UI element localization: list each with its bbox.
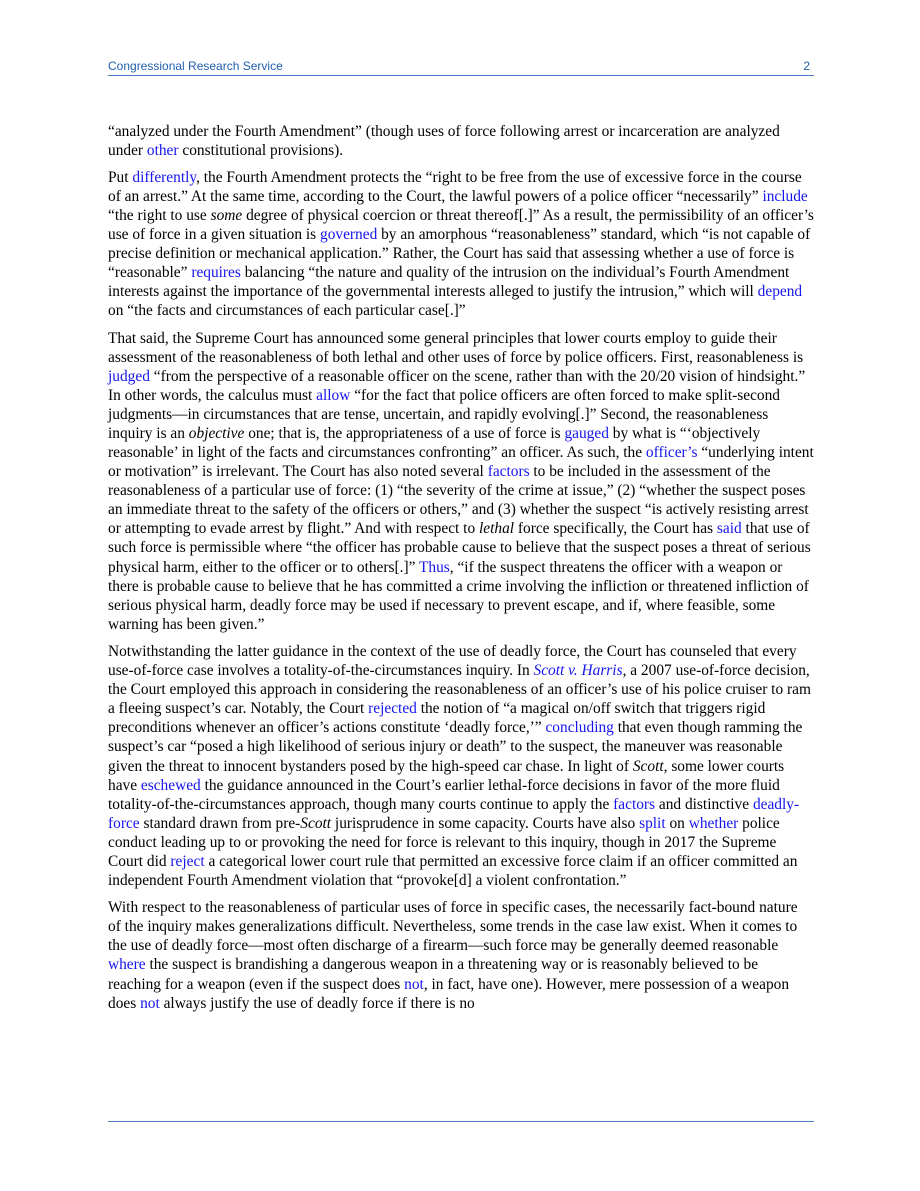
paragraph [108,329,814,634]
text-run: balancing “the nature and quality of the intrusion on the individual’s Fourth Amendment interests against the importance of the governmental interests alleged to justify the intrusion,” which will [108,264,790,301]
text-run: the notion of “a magical on/off switch that triggers rigid preconditions whenever an officer’s actions constitute ‘deadly force,’” [108,700,766,737]
text-run: on “the facts and circumstances of each particular case[.]” [108,302,466,320]
hyperlink[interactable]: requires [191,264,241,282]
text-run: , “if the suspect threatens the officer with a weapon or there is probable cause to believe that he has committed a crime involving the infliction or threatened infliction of serious physical harm, deadly force may be used if necessary to prevent escape, and if, where feasible, some warning has been given.” [108,558,809,633]
hyperlink[interactable]: factors [487,463,530,481]
hyperlink[interactable]: officer’s [645,444,698,462]
text-run: a categorical lower court rule that permitted an excessive force claim if an officer committed an independent Fourth Amendment violation that “provoke[d] a violent confrontation.” [108,852,798,889]
text-run: , a 2007 use-of-force decision, the Court employed this approach in considering the reasonableness of an officer’s use of his police cruiser to ram a fleeing suspect’s car. Notably, the Court [108,662,811,718]
text-run: some [210,207,243,225]
text-run: Put [108,169,133,187]
footer-rule [108,1121,814,1122]
text-run: “the right to use [108,207,211,225]
text-run: , some lower courts have [108,757,785,794]
text-run: constitutional provisions). [178,142,344,160]
text-run: degree of physical coercion or threat thereof[.]” As a result, the permissibility of an officer’s use of force in a given situation is [108,207,814,244]
hyperlink[interactable]: reject [170,852,205,870]
text-run: to be included in the assessment of the reasonableness of a particular use of force: (1) “the severity of the crime at issue,” (2) “whether the suspect poses an immediate threat to the safety of the officers or others,” and (3) whether the suspect “is actively resisting arrest or attempting to evade arrest by flight.” And with respect to [108,463,809,538]
hyperlink[interactable]: eschewed [140,776,201,794]
text-run: that even though ramming the suspect’s car “posed a high likelihood of serious injury or death” to the suspect, the maneuver was reasonable given the threat to innocent bystanders posed by the high-speed car chase. In light of [108,719,803,775]
text-run: on [665,814,689,832]
hyperlink[interactable]: whether [688,814,739,832]
hyperlink[interactable]: Thus [418,558,450,576]
text-run: the suspect is brandishing a dangerous weapon in a threatening way or is reasonably believed to be reaching for a weapon (even if the suspect does [108,956,759,993]
text-run: the guidance announced in the Court’s earlier lethal-force decisions in favor of the more fluid totality-of-the-circumstances approach, though many courts continue to apply the [108,776,780,813]
hyperlink[interactable]: said [716,520,742,538]
hyperlink[interactable]: judged [108,368,150,386]
hyperlink[interactable]: not [140,994,160,1012]
header-organization: Congressional Research Service [108,59,283,73]
running-header [108,58,814,76]
text-run: “underlying intent or motivation” is irrelevant. The Court has also noted several [108,444,814,481]
text-run: , in fact, have one). However, mere possession of a weapon does [108,975,790,1012]
text-run: objective [188,425,245,443]
hyperlink[interactable]: Scott v. Harris [533,662,623,680]
hyperlink[interactable]: other [146,142,179,160]
text-run: , the Fourth Amendment protects the “right to be free from the use of excessive force in the course of an arrest.” At the same time, according to the Court, the lawful powers of a police officer “necessarily” [108,169,802,206]
page-number: 2 [803,59,810,73]
text-run: police conduct leading up to or provoking the need for force is relevant to this inquiry, though in 2017 the Supreme Court did [108,814,780,870]
paragraph [108,642,814,890]
hyperlink[interactable]: deadly-force [108,795,800,832]
text-run: and distinctive [655,795,753,813]
hyperlink[interactable]: concluding [545,719,614,737]
hyperlink[interactable]: differently [132,169,197,187]
text-run: Scott [632,757,664,775]
text-run: That said, the Supreme Court has announced some general principles that lower courts employ to guide their assessment of the reasonableness of both lethal and other uses of force by police officers. First, reasonableness is [108,329,804,367]
hyperlink[interactable]: governed [320,226,378,244]
text-run: always justify the use of deadly force if there is no [159,994,475,1012]
hyperlink[interactable]: include [762,188,808,206]
text-run: jurisprudence in some capacity. Courts have also [331,814,640,832]
hyperlink[interactable]: allow [316,387,351,405]
hyperlink[interactable]: not [404,975,424,993]
text-run: one; that is, the appropriateness of a use of force is [244,425,565,443]
hyperlink[interactable]: gauged [564,425,609,443]
text-run: “for the fact that police officers are often forced to make split-second judgments—in circumstances that are tense, uncertain, and rapidly evolving[.]” Second, the reasonableness inquiry is an [108,387,780,443]
text-run: by what is “‘objectively reasonable’ in light of the facts and circumstances confronting” an officer. As such, the [108,425,761,462]
text-run: “analyzed under the Fourth Amendment” (though uses of force following arrest or incarceration are analyzed under [108,123,780,160]
body-text [108,122,814,1021]
text-run: lethal [478,520,515,538]
text-run: “from the perspective of a reasonable officer on the scene, rather than with the 20/20 vision of hindsight.” In other words, the calculus must [108,368,806,405]
text-run: force specifically, the Court has [514,520,717,538]
hyperlink[interactable]: where [108,956,146,974]
paragraph [108,898,814,1012]
text-run: With respect to the reasonableness of particular uses of force in specific cases, the necessarily fact-bound nature of the inquiry makes generalizations difficult. Nevertheless, some trends in the case law exist. When it comes to the use of deadly force—most often discharge of a firearm—such force may be generally deemed reasonable [108,899,798,955]
text-run: Scott [300,814,332,832]
text-run: by an amorphous “reasonableness” standard, which “is not capable of precise definition or mechanical application.” Rather, the Court has said that assessing whether a use of force is “reasonable” [108,226,811,282]
hyperlink[interactable]: split [639,814,666,832]
text-run: Notwithstanding the latter guidance in the context of the use of deadly force, the Court has counseled that every use-of-force case involves a totality-of-the-circumstances inquiry. In [108,643,797,680]
paragraph [108,168,814,320]
hyperlink[interactable]: depend [757,283,803,301]
hyperlink[interactable]: rejected [368,700,417,718]
hyperlink[interactable]: factors [613,795,656,813]
text-run: that use of such force is permissible where “the officer has probable cause to believe that the suspect poses a threat of serious physical harm, either to the officer or to others[.]” [108,520,811,576]
paragraph [108,122,814,160]
text-run: standard drawn from pre- [139,814,301,832]
